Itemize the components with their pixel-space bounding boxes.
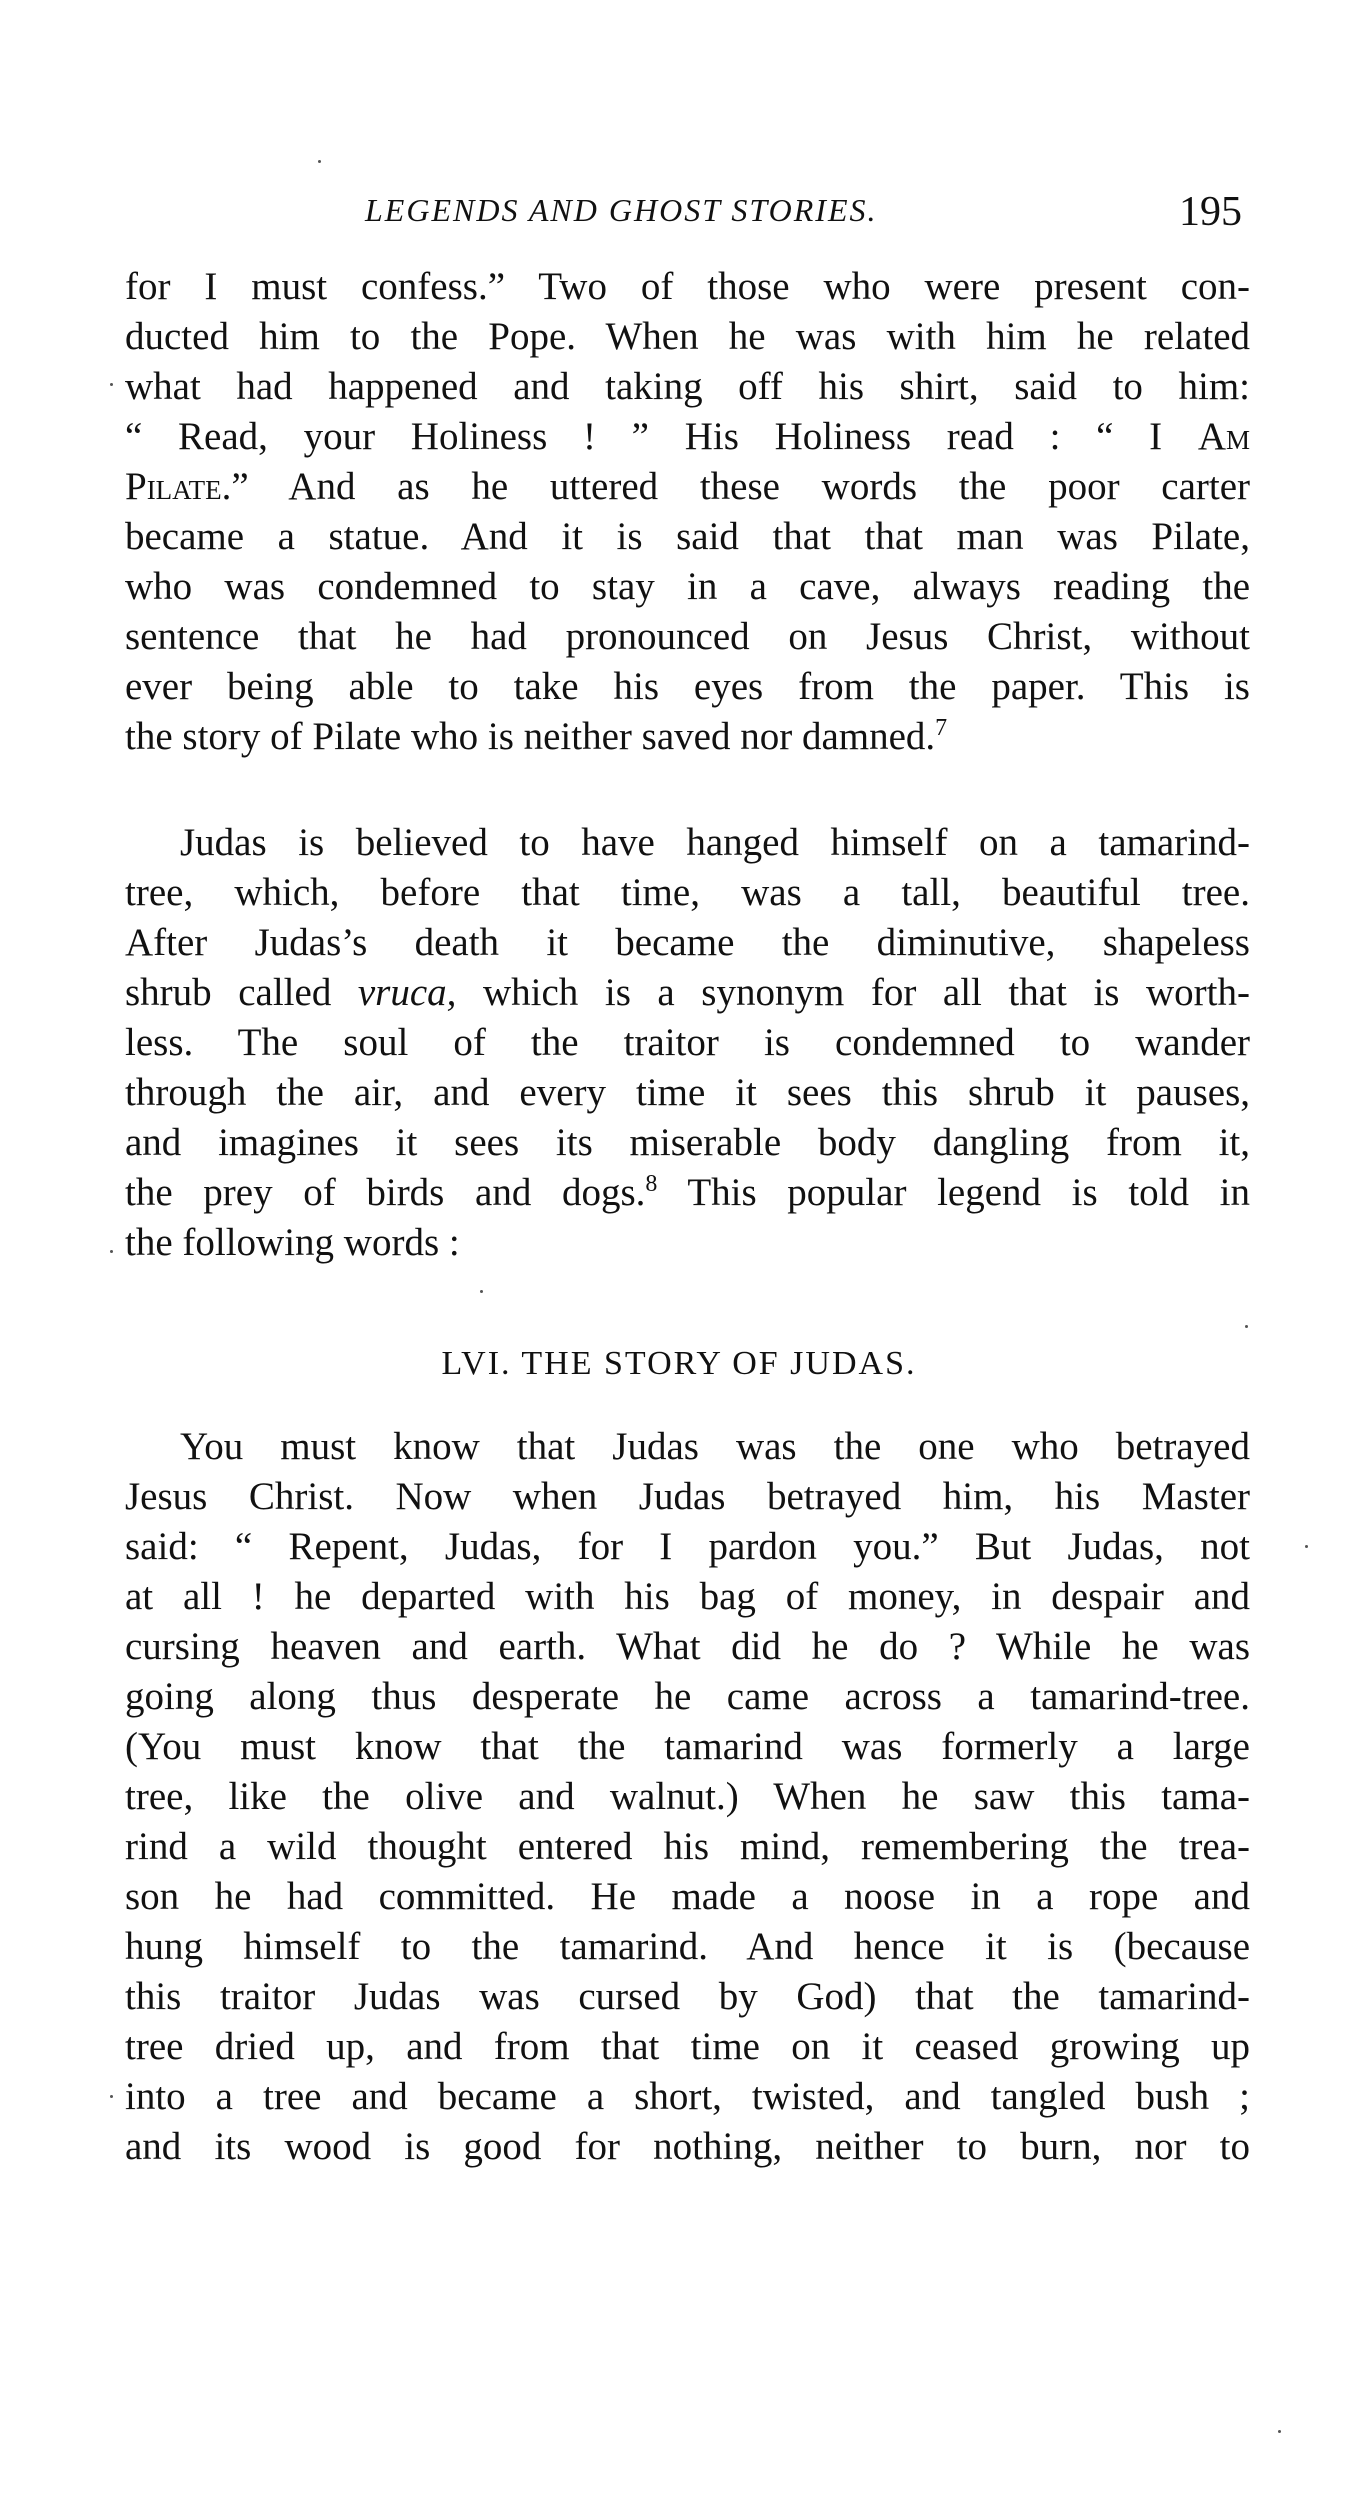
text-line: [125, 968, 1250, 1018]
text-line: became a statue. And it is said that that man was Pilate,: [125, 515, 1250, 558]
text-span: the story of Pilate who is neither saved nor damned.: [125, 715, 936, 758]
running-title: LEGENDS AND GHOST STORIES.: [365, 192, 878, 228]
text-line: son he had committed. He made a noose in a rope and: [125, 1875, 1250, 1918]
scan-speck: [110, 2095, 113, 2098]
text-line: ducted him to the Pope. When he was with him he related: [125, 315, 1250, 358]
footnote-ref: 8: [645, 1171, 658, 1197]
text-line: sentence that he had pronounced on Jesus Christ, without: [125, 615, 1250, 658]
running-head: [125, 188, 1250, 238]
text-line: tree dried up, and from that time on it ceased growing up: [125, 2025, 1250, 2068]
text-line: less. The soul of the traitor is condemned to wander: [125, 1021, 1250, 1064]
text-line: into a tree and became a short, twisted, and tangled bush ;: [125, 2075, 1250, 2118]
text-line: cursing heaven and earth. What did he do ? While he was: [125, 1625, 1250, 1668]
scan-speck: [1245, 1325, 1248, 1328]
text-line: You must know that Judas was the one who betrayed: [180, 1425, 1250, 1468]
text-line: [125, 412, 1250, 462]
scan-speck: [110, 383, 113, 386]
text-line: Jesus Christ. Now when Judas betrayed him, his Master: [125, 1475, 1250, 1518]
scan-speck: [1278, 2430, 1281, 2433]
text-line: the following words :: [125, 1221, 460, 1264]
text-line: [125, 712, 1250, 762]
small-caps-span: Pilate.: [125, 465, 232, 508]
text-line: tree, like the olive and walnut.) When he saw this tama-: [125, 1775, 1250, 1818]
text-line: what had happened and taking off his shirt, said to him:: [125, 365, 1250, 408]
text-line: hung himself to the tamarind. And hence it is (because: [125, 1925, 1250, 1968]
footnote-ref: 7: [935, 715, 948, 741]
text-line: rind a wild thought entered his mind, remembering the trea-: [125, 1825, 1250, 1868]
text-line: [125, 1168, 1250, 1218]
text-span: which is a synonym for all that is worth-: [456, 971, 1250, 1014]
text-line: this traitor Judas was cursed by God) that the tamarind-: [125, 1975, 1250, 2018]
scan-speck: [1305, 1545, 1308, 1548]
text-span: shrub called: [125, 971, 358, 1014]
page-number: 195: [1179, 189, 1242, 235]
small-caps-span: Am: [1197, 415, 1250, 458]
scan-speck: [318, 160, 321, 163]
text-span: “ Read, your Holiness ! ” His Holiness read : “ I: [125, 415, 1198, 458]
italic-word: vruca,: [357, 971, 457, 1014]
text-line: through the air, and every time it sees this shrub it pauses,: [125, 1071, 1250, 1114]
text-line: After Judas’s death it became the diminutive, shapeless: [125, 921, 1250, 964]
text-line: who was condemned to stay in a cave, always reading the: [125, 565, 1250, 608]
text-line: said: “ Repent, Judas, for I pardon you.” But Judas, not: [125, 1525, 1250, 1568]
text-line: and imagines it sees its miserable body dangling from it,: [125, 1121, 1250, 1164]
text-line: Judas is believed to have hanged himself on a tamarind-: [180, 821, 1250, 864]
text-line: for I must confess.” Two of those who were present con-: [125, 265, 1250, 308]
text-line: at all ! he departed with his bag of money, in despair and: [125, 1575, 1250, 1618]
scan-speck: [110, 1250, 113, 1253]
text-span: This popular legend is told in: [657, 1171, 1250, 1214]
text-line: and its wood is good for nothing, neither to burn, nor to: [125, 2125, 1250, 2168]
text-line: going along thus desperate he came across a tamarind-tree.: [125, 1675, 1250, 1718]
text-span: the prey of birds and dogs.: [125, 1171, 646, 1214]
chapter-title: LVI. THE STORY OF JUDAS.: [441, 1345, 917, 1382]
scan-speck: [480, 1290, 483, 1293]
text-line: (You must know that the tamarind was formerly a large: [125, 1725, 1250, 1768]
text-line: [125, 462, 1250, 512]
text-line: ever being able to take his eyes from the paper. This is: [125, 665, 1250, 708]
text-line: tree, which, before that time, was a tall, beautiful tree.: [125, 871, 1250, 914]
text-span: ” And as he uttered these words the poor carter: [231, 465, 1250, 508]
